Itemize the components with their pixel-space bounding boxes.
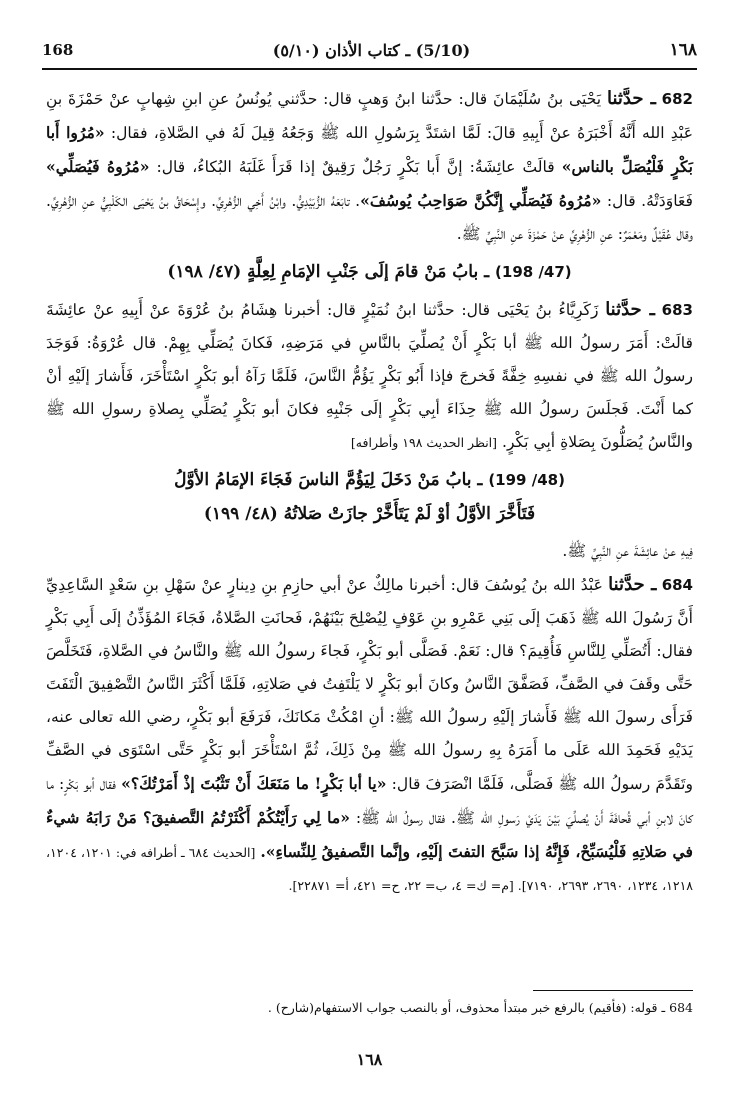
hadith-quote: «مُرُوهُ فَيُصَلِّي» <box>46 157 150 176</box>
hadith-text: فَعَاوَدَتْهُ. قال: <box>606 192 694 210</box>
page-number-footer: ١٦٨ <box>356 1050 383 1069</box>
chapter-title-line-2: فَتَأَخَّرَ الأوَّلُ أوْ لَمْ يَتَأَخَّرْ جازَتْ صَلاتُهُ <box>283 504 536 524</box>
haddathana-label: ـ حدَّثنا <box>605 299 655 320</box>
header-rule <box>42 68 697 70</box>
hadith-number: 684 <box>661 576 693 594</box>
hadith-reference: [انظر الحديث ١٩٨ وأطرافه] <box>350 435 498 450</box>
chapter-title: ـ بابُ مَنْ قامَ إلَى جَنْبِ الإمَامِ لِعِلَّةٍ <box>247 262 490 282</box>
chapter-number-latin: (47/ 198) <box>495 263 572 281</box>
page-number-arabic: ١٦٨ <box>669 40 697 60</box>
hadith-quote: «ما لِي رَأَيْتُكُمْ أَكْثَرْتُمُ التَّصفيقَ؟ مَنْ رَابَهُ شيءٌ في صَلاتِهِ فَلْيُسَبِّحْ، فَإِنَّهُ إذا سَبَّحَ التفتَ إلَيْهِ، وإنَّما التَّصفيقُ لِلنِّساءِ». <box>46 808 693 861</box>
hadith-quote: «مُرُوا أَبا بَكْرٍ فَلْيُصَلِّ بالناس» <box>46 123 693 176</box>
footnote-rule <box>533 990 693 991</box>
chapter-heading-47 <box>46 255 693 289</box>
hadith-684 <box>46 568 693 902</box>
hadith-683 <box>46 293 693 459</box>
main-text <box>46 82 693 982</box>
chapter-note: فِيهِ عنْ عائِشَةَ عنِ النَّبِيِّ ﷺ. <box>562 542 693 560</box>
hadith-number: 683 <box>661 301 693 319</box>
page-number-latin: 168 <box>42 41 74 59</box>
running-header <box>42 36 697 64</box>
hadith-quote: «يا أبا بَكْرٍ! ما مَنَعَكَ أَنْ تَثْبُتَ إذْ أَمَرْتُكَ؟» <box>121 774 387 793</box>
running-title: (5/10) ـ كتاب الأذان (٥/١٠) <box>272 40 471 60</box>
chapter-number-arabic: (٤٧/ ١٩٨) <box>167 262 242 282</box>
chapter-title-line-1: ـ بابُ مَنْ دَخَلَ لِيَؤُمَّ الناسَ فَجَاءَ الإمَامُ الأوَّلُ <box>174 470 483 490</box>
footnote: 684 ـ قوله: (فأقيم) بالرفع خبر مبتدأ محذوف، أو بالنصب جواب الاستفهام(شارح) . <box>267 1000 693 1015</box>
chapter-heading-48 <box>46 463 693 531</box>
hadith-quote: «مُرُوهُ فَيُصَلِّي إِنَّكُنَّ صَوَاحِبُ يُوسُفَ» <box>360 191 602 210</box>
chapter-number-latin: (48/ 199) <box>488 471 565 489</box>
hadith-text: زَكَرِيَّاءُ بنُ يَحْيَى قال: حدَّثنا ابنُ نُمَيْرٍ قال: أخبرنا هِشَامُ بنُ عُرْوَةَ عنْ أَبِيهِ عنْ عائِشَةَ قالَتْ: أَمَرَ رسولُ الله ﷺ أبا بَكْرٍ أَنْ يُصلِّيَ بالنَّاسِ في مَرَضِهِ، فَكانَ يُصَلِّي بِهِمْ. قال عُرْوَةُ: فَوَجَدَ رسولُ الله ﷺ في نفسِهِ خِفَّةً فَخرجَ فإذا أَبُو بَكْرٍ يَؤُمُّ النَّاسَ، فَلَمَّا رَآهُ أبو بَكْرٍ اسْتَأْخَرَ، فَأَشارَ إلَيْهِ أنْ كما أَنْتَ. فَجلَسَ رسولُ الله ﷺ حِذَاءَ أبِي بَكْرٍ إلَى جَنْبِهِ فكانَ أبو بَكْرٍ يُصَلِّي بِصلاةِ رسولِ الله ﷺ والنَّاسُ يُصَلُّونَ بِصَلاةِ أبِي بَكْرٍ. <box>46 301 693 451</box>
hadith-reference: [الحديث ٦٨٤ ـ أطرافه في: ١٢٠١، ١٢٠٤، ١٢١٨، ١٢٣٤، ٢٦٩٠، ٢٦٩٣، ٧١٩٠]. [م= ك= ٤، ب= ٢٢، ح= ٤٢١، أ= ٢٢٨٧١]. <box>46 845 693 893</box>
chapter-number-arabic: (٤٨/ ١٩٩) <box>203 504 278 524</box>
haddathana-label: ـ حدَّثنا <box>606 88 656 109</box>
hadith-number: 682 <box>661 90 693 108</box>
hadith-text: قالَتْ عائِشَةُ: إنَّ أَبا بَكْرٍ رَجُلٌ رَقِيقٌ إذا قَرَأَ غَلَبَهُ البُكاءُ، قال: <box>156 158 555 176</box>
hadith-text: يَحْيَى بنُ سُلَيْمَانَ قال: حدَّثنا ابنُ وَهبٍ قال: حدَّثني يُونُسُ عنِ ابنِ شِهابٍ عنْ حَمْزَةَ بنِ عَبْدِ الله أَنَّهُ أَخْبَرَهُ عنْ أَبِيهِ قالَ: لَمَّا اشتَدَّ بِرَسُولِ الله ﷺ وَجَعُهُ قِيلَ لَهُ في الصَّلاةِ، فقال: <box>46 90 693 142</box>
haddathana-label: ـ حدَّثنا <box>608 574 657 595</box>
hadith-text: عَبْدُ الله بنُ يُوسُفَ قال: أخبرنا مالِكٌ عنْ أبي حازِمِ بنِ دِينارٍ عنْ سَهْلِ بنِ سَعْدٍ السَّاعِدِيِّ أَنَّ رَسُولَ الله ﷺ ذَهَبَ إلَى بَنِي عَمْرِو بنِ عَوْفٍ لِيُصْلِحَ بَيْنَهُمْ، فَحانَتِ الصَّلاةُ، فَجَاءَ المُؤَذِّنُ إلَى أَبِي بَكْرٍ فقال: أَتُصَلِّي لِلنَّاسِ فَأُقِيمَ؟ قال: نَعَمْ. فَصَلَّى أبو بَكْرٍ، فَجاءَ رسولُ الله ﷺ والنَّاسُ في الصَّلاةِ، فَتَخَلَّصَ حَتَّى وقَفَ في الصَّفِّ، فَصَفَّقَ النَّاسُ وكانَ أبو بَكْرٍ لا يَلْتَفِتُ في صَلاتِهِ، فَلَمَّا أَكْثَرَ النَّاسُ التَّصْفِيقَ الْتَفَتَ فَرَأَى رسولَ الله ﷺ فَأَشارَ إلَيْهِ رسولُ الله ﷺ: أنِ امْكُثْ مَكانَكَ، فَرَفَعَ أبو بَكْرٍ، رضي الله تعالى عنه، يَدَيْهِ فَحَمِدَ الله عَلَى ما أَمَرَهُ بِهِ رسولُ الله ﷺ مِنْ ذَلِكَ، ثُمَّ اسْتَأْخَرَ أبو بَكْرٍ حَتَّى اسْتَوَى في الصَّفِّ وتَقَدَّمَ رسولُ الله ﷺ فَصَلَّى، فَلَمَّا انْصَرَفَ قال: <box>46 576 693 793</box>
hadith-text: فقال أبو بَكْرٍ: ما كانَ لابنِ أبي قُحافَةَ أَنْ يُصلِّيَ بَيْنَ يَدَيْ رَسولِ الله ﷺ. فقال رسولُ الله ﷺ: <box>46 775 693 827</box>
hadith-682 <box>46 82 693 251</box>
hadith-text: . تابَعَهُ الزُّبَيْدِيُّ. وابْنُ أَخِي الزُّهْرِيِّ. وإِسْحَاقُ بنُ يَحْيَى الكَلْبِيُّ عنِ الزُّهْرِيِّ. وقال عُقَيْلٌ ومَعْمَرٌ: عنِ الزُّهْرِيِّ عنْ حَمْزَةَ عنِ النَّبِيِّ ﷺ. <box>46 192 693 243</box>
